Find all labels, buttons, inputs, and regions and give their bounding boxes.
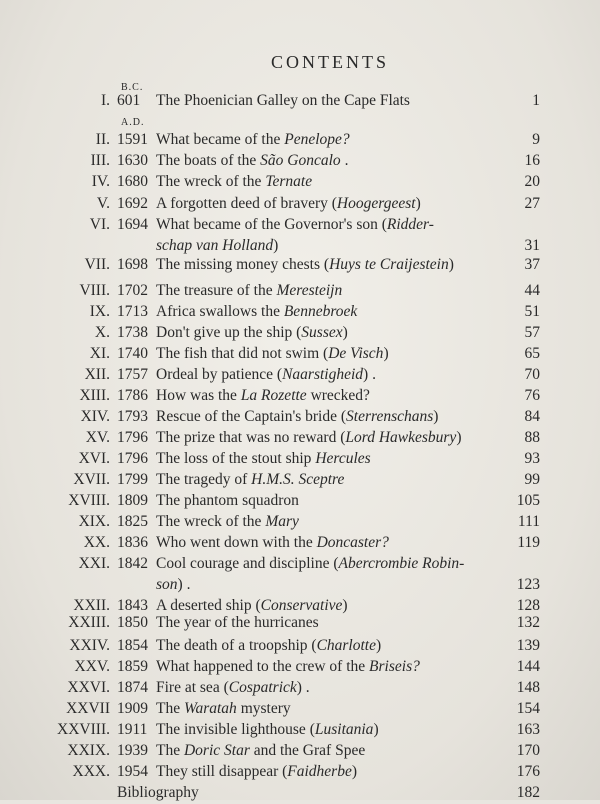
title-segment: son [156, 576, 178, 593]
title-segment: Mary [265, 513, 299, 530]
title-segment: Africa swallows the [156, 303, 284, 320]
title-segment: The phantom squadron [156, 492, 299, 509]
page-number: 1 [532, 92, 540, 109]
chapter-number: IV. [91, 173, 110, 190]
toc-entry [0, 129, 600, 151]
toc-entry [0, 301, 600, 323]
title-segment: Hercules [315, 450, 371, 467]
title-segment: Cospatrick [228, 679, 297, 696]
title-segment: schap van Holland [156, 237, 274, 254]
title-segment: Cool courage and discipline ( [156, 555, 339, 572]
chapter-title [156, 490, 299, 512]
chapter-number: V. [96, 195, 110, 212]
title-segment: The treasure of the [156, 282, 277, 299]
chapter-number: III. [90, 152, 110, 169]
chapter-year: 1713 [117, 303, 148, 320]
chapter-title [156, 322, 348, 344]
chapter-number: XXVI. [67, 679, 110, 696]
chapter-number: VIII. [79, 282, 110, 299]
chapter-year: 1939 [117, 742, 148, 759]
chapter-title [156, 129, 350, 151]
chapter-title [156, 719, 379, 741]
title-segment: What became of the [156, 131, 285, 148]
toc-entry [0, 254, 600, 276]
page-number: 27 [524, 195, 540, 212]
title-segment: ) [383, 345, 389, 362]
chapter-title [156, 448, 371, 470]
title-segment: Sterrenschans [346, 408, 434, 425]
toc-entry [0, 385, 600, 407]
title-segment: Lusitania [314, 721, 374, 738]
title-segment: ) [433, 408, 439, 425]
toc-entry [0, 511, 600, 533]
chapter-year: 1757 [117, 366, 148, 383]
page-number: 170 [516, 742, 540, 759]
toc-entry [0, 761, 600, 783]
chapter-year: 1702 [117, 282, 148, 299]
toc-entry [0, 677, 600, 699]
title-segment: ) [342, 597, 348, 614]
title-segment: and the Graf Spee [249, 742, 366, 759]
chapter-title [156, 427, 461, 449]
chapter-title [156, 280, 342, 302]
chapter-number: IX. [89, 303, 110, 320]
page-number: 128 [516, 597, 540, 614]
title-segment: Waratah [183, 700, 237, 717]
chapter-number: XXVII [66, 700, 110, 717]
title-segment: ) [415, 195, 421, 212]
title-segment: Doncaster? [316, 534, 389, 551]
title-segment: ) [448, 256, 454, 273]
chapter-year: 1909 [117, 700, 148, 717]
title-segment: Fire at sea ( [156, 679, 229, 696]
title-segment: The death of a troopship ( [156, 637, 317, 654]
chapter-title [156, 656, 420, 678]
title-segment: The loss of the stout ship [156, 450, 316, 467]
title-segment: Penelope? [284, 131, 350, 148]
toc-entry [0, 193, 600, 215]
title-segment: ) [456, 429, 462, 446]
page-number: 176 [516, 763, 540, 780]
page-number: 132 [516, 614, 540, 631]
chapter-title [117, 782, 199, 804]
title-segment: Sussex [301, 324, 343, 341]
page-number: 163 [516, 721, 540, 738]
chapter-title [156, 677, 310, 699]
chapter-year: 1809 [117, 492, 148, 509]
chapter-year: 1850 [117, 614, 148, 631]
title-segment: The tragedy of [156, 471, 252, 488]
toc-entry [0, 448, 600, 470]
title-segment: They still disappear ( [156, 763, 288, 780]
page-number: 111 [517, 513, 540, 530]
toc-entry [0, 214, 600, 236]
page-number: 123 [516, 576, 540, 593]
chapter-title [156, 193, 421, 215]
chapter-year: 1591 [117, 131, 148, 148]
title-segment: The fish that did not swim ( [156, 345, 329, 362]
title-segment: What became of the Governor's son ( [156, 216, 387, 233]
chapter-title [156, 553, 464, 575]
toc-entry [0, 698, 600, 720]
chapter-year: 1825 [117, 513, 148, 530]
chapter-number: XXIX. [67, 742, 110, 759]
title-segment: Bibliography [117, 784, 199, 801]
chapter-number: XVII. [73, 471, 110, 488]
chapter-year: 1740 [117, 345, 148, 362]
chapter-year: 1854 [117, 637, 148, 654]
title-segment: Rescue of the Captain's bride ( [156, 408, 347, 425]
chapter-year: 1694 [117, 216, 148, 233]
page-number: 148 [516, 679, 540, 696]
title-segment: How was the [156, 387, 241, 404]
era-bc-label: B.C. [121, 82, 144, 93]
toc-entry [0, 150, 600, 172]
chapter-number: XV. [85, 429, 110, 446]
toc-entry [0, 635, 600, 657]
chapter-title [156, 364, 376, 386]
chapter-year: 1836 [117, 534, 148, 551]
chapter-number: I. [100, 92, 110, 109]
toc-entry [0, 656, 600, 678]
title-segment: The missing money chests ( [156, 256, 330, 273]
chapter-year: 1786 [117, 387, 148, 404]
title-segment: . [340, 152, 349, 169]
chapter-title [156, 612, 319, 634]
title-segment: Abercrombie Robin- [338, 555, 465, 572]
title-segment: Ridder- [386, 216, 434, 233]
title-segment: The wreck of the [156, 173, 266, 190]
title-segment: ) [273, 237, 279, 254]
toc-entry [0, 532, 600, 554]
chapter-year: 1692 [117, 195, 148, 212]
page-number: 37 [524, 256, 540, 273]
title-segment: The invisible lighthouse ( [156, 721, 315, 738]
chapter-title [156, 574, 190, 596]
page-title: CONTENTS [271, 52, 389, 72]
chapter-year: 1738 [117, 324, 148, 341]
chapter-year: 1680 [117, 173, 148, 190]
chapter-title [156, 171, 312, 193]
chapter-number: XI. [89, 345, 110, 362]
page-number: 20 [524, 173, 540, 190]
title-segment: Meresteijn [276, 282, 343, 299]
chapter-number: XXI. [78, 555, 110, 572]
title-segment: Ordeal by patience ( [156, 366, 283, 383]
page-number: 16 [524, 152, 540, 169]
chapter-title [156, 469, 344, 491]
title-segment: H.M.S. Sceptre [251, 471, 345, 488]
toc-entry [0, 782, 600, 804]
chapter-number: XIX. [78, 513, 110, 530]
chapter-year: 1859 [117, 658, 148, 675]
toc-entry [0, 553, 600, 575]
title-segment: Conservative [260, 597, 343, 614]
title-segment: São Goncalo [260, 152, 341, 169]
chapter-title [156, 385, 370, 407]
chapter-title [156, 301, 357, 323]
chapter-year: 1842 [117, 555, 148, 572]
chapter-number: XXX. [72, 763, 110, 780]
title-segment: ) [373, 721, 379, 738]
title-segment: ) [342, 324, 348, 341]
toc-entry [0, 322, 600, 344]
chapter-year: 1796 [117, 450, 148, 467]
page-number: 105 [516, 492, 540, 509]
toc-entry [0, 90, 600, 112]
title-segment: wrecked? [306, 387, 370, 404]
title-segment: The prize that was no reward ( [156, 429, 346, 446]
era-ad-label: A.D. [121, 117, 145, 128]
page-number: 57 [524, 324, 540, 341]
toc-entry [0, 740, 600, 762]
title-segment: A forgotten deed of bravery ( [156, 195, 337, 212]
title-segment: mystery [236, 700, 291, 717]
title-segment: The wreck of the [156, 513, 266, 530]
chapter-number: XII. [84, 366, 110, 383]
chapter-year: 1698 [117, 256, 148, 273]
chapter-title [156, 511, 299, 533]
chapter-year: 1911 [117, 721, 148, 738]
title-segment: ) . [296, 679, 310, 696]
chapter-title [156, 635, 381, 657]
chapter-number: XXVIII. [57, 721, 110, 738]
chapter-title [156, 214, 434, 236]
title-segment: A deserted ship ( [156, 597, 261, 614]
title-segment: ) . [177, 576, 191, 593]
page-number: 70 [524, 366, 540, 383]
chapter-title [156, 698, 291, 720]
toc-entry [0, 469, 600, 491]
page-number: 119 [517, 534, 540, 551]
toc-entry [0, 343, 600, 365]
chapter-number: XXIII. [68, 614, 110, 631]
chapter-number: X. [94, 324, 110, 341]
title-segment: What happened to the crew of the [156, 658, 370, 675]
title-segment: The [156, 700, 184, 717]
toc-entry [0, 719, 600, 741]
page-number: 154 [516, 700, 540, 717]
toc-entry [0, 171, 600, 193]
title-segment: ) [351, 763, 358, 780]
chapter-number: VI. [89, 216, 110, 233]
title-segment: Don't give up the ship ( [156, 324, 302, 341]
page-number: 88 [524, 429, 540, 446]
toc-entry [0, 490, 600, 512]
chapter-year: 1874 [117, 679, 148, 696]
chapter-year: 1954 [117, 763, 148, 780]
page-number: 182 [516, 784, 540, 801]
title-segment: Briseis? [369, 658, 420, 675]
chapter-title [156, 254, 454, 276]
page-number: 44 [524, 282, 540, 299]
title-segment: Hoogergeest [336, 195, 416, 212]
title-segment: ) . [363, 366, 376, 383]
page-number: 144 [516, 658, 540, 675]
title-segment: The year of the hurricanes [156, 614, 319, 631]
toc-entry [0, 364, 600, 386]
page-number: 9 [532, 131, 540, 148]
title-segment: Doric Star [183, 742, 250, 759]
chapter-number: XIV. [80, 408, 110, 425]
chapter-title [156, 532, 389, 554]
toc-entry [0, 406, 600, 428]
chapter-number: II. [95, 131, 110, 148]
toc-entry [0, 427, 600, 449]
title-segment: Charlotte [316, 637, 376, 654]
chapter-title [156, 150, 348, 172]
chapter-number: XVIII. [68, 492, 110, 509]
title-segment: ) [375, 637, 382, 654]
title-segment: La Rozette [240, 387, 307, 404]
chapter-number: XIII. [79, 387, 110, 404]
chapter-number: XXV. [74, 658, 110, 675]
page-number: 51 [524, 303, 540, 320]
chapter-year: 601 [117, 92, 141, 109]
title-segment: Bennebroek [283, 303, 358, 320]
chapter-title [156, 343, 389, 365]
title-segment: Ternate [265, 173, 313, 190]
title-segment: Huys te Craijestein [329, 256, 449, 273]
chapter-year: 1843 [117, 597, 148, 614]
toc-entry [0, 574, 600, 596]
title-segment: Who went down with the [156, 534, 317, 551]
chapter-number: XX. [83, 534, 110, 551]
page-number: 93 [524, 450, 540, 467]
page-number: 65 [524, 345, 540, 362]
page-number: 99 [524, 471, 540, 488]
chapter-title [156, 406, 438, 428]
page-number: 84 [524, 408, 540, 425]
chapter-title [156, 761, 357, 783]
title-segment: Lord Hawkesbury [345, 429, 457, 446]
chapter-number: XXIV. [69, 637, 110, 654]
chapter-year: 1799 [117, 471, 148, 488]
page-number: 139 [516, 637, 540, 654]
chapter-title [156, 90, 410, 112]
chapter-number: XXII. [73, 597, 110, 614]
chapter-year: 1793 [117, 408, 148, 425]
title-segment: The boats of the [156, 152, 261, 169]
page-number: 31 [524, 237, 540, 254]
chapter-year: 1630 [117, 152, 148, 169]
toc-entry [0, 280, 600, 302]
title-segment: The [156, 742, 184, 759]
chapter-title [156, 740, 365, 762]
chapter-year: 1796 [117, 429, 148, 446]
title-segment: Faidherbe [287, 763, 352, 780]
title-segment: The Phoenician Galley on the Cape Flats [156, 92, 410, 109]
title-segment: De Visch [328, 345, 384, 362]
chapter-number: VII. [84, 256, 110, 273]
page-number: 76 [524, 387, 540, 404]
toc-entry [0, 612, 600, 634]
chapter-number: XVI. [78, 450, 110, 467]
title-segment: Naarstigheid [282, 366, 364, 383]
